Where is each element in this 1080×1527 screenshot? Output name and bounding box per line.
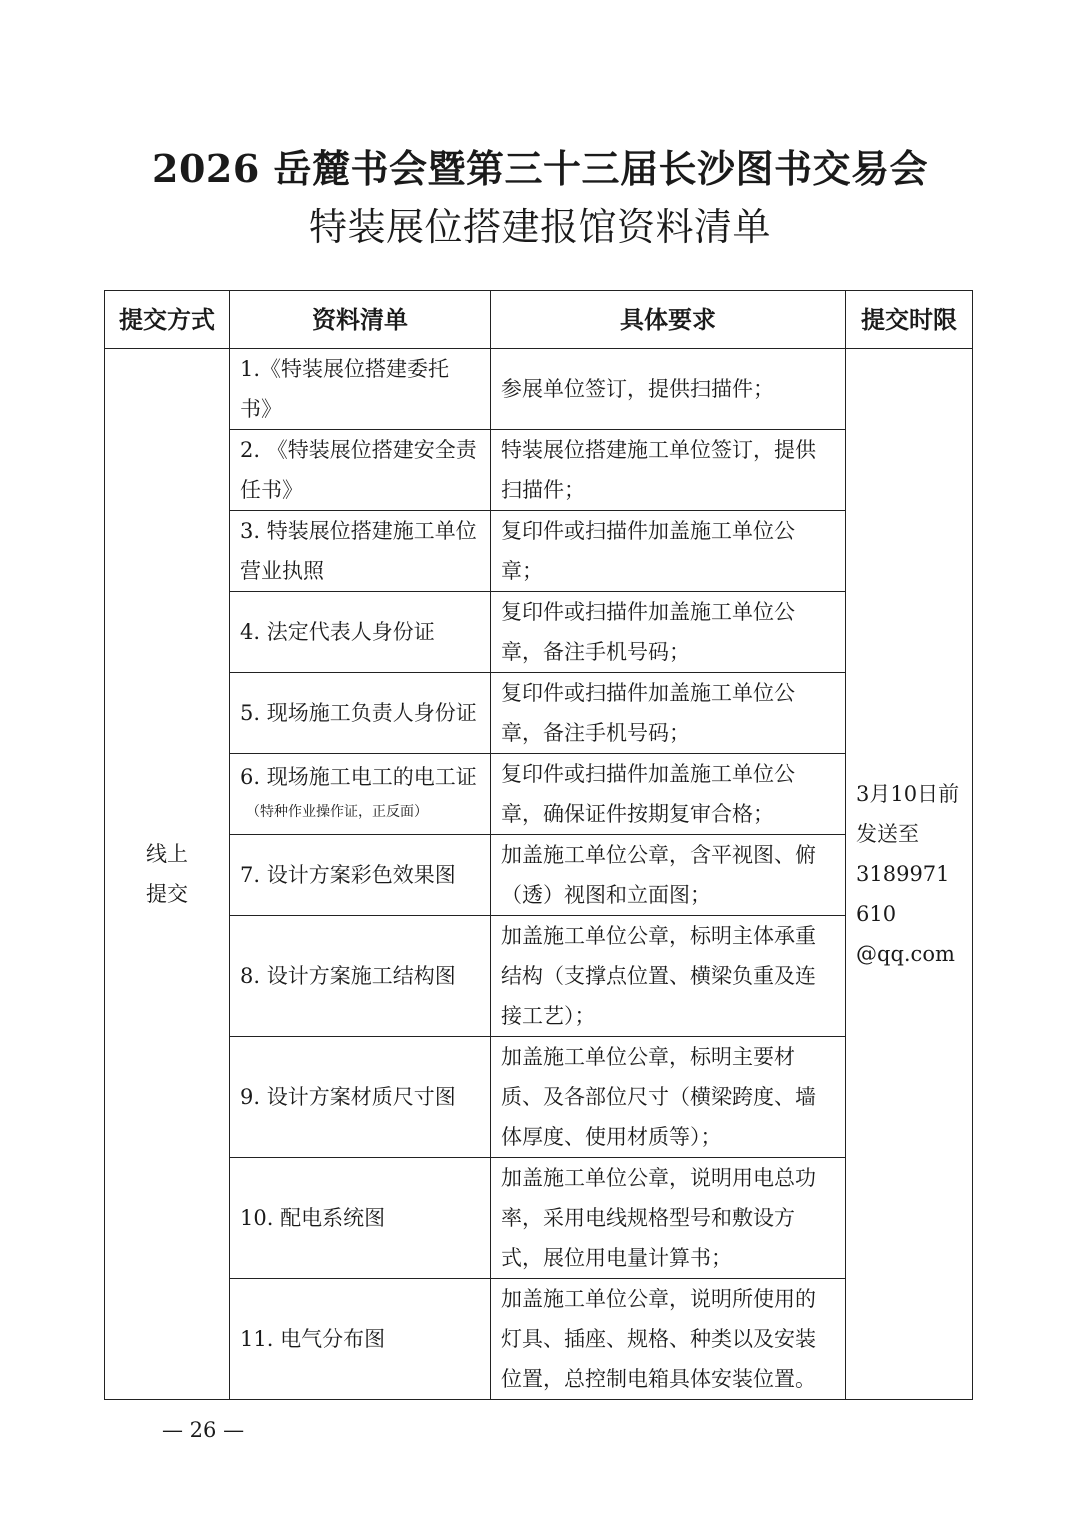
table-row <box>105 916 973 1037</box>
materials-table <box>104 290 973 1400</box>
material-requirement: 参展单位签订，提供扫描件； <box>491 349 846 430</box>
table-row <box>105 511 973 592</box>
header-deadline: 提交时限 <box>846 291 973 349</box>
deadline-line2: 发送至 <box>856 822 919 846</box>
document-subtitle: 特装展位搭建报馆资料清单 <box>308 205 771 249</box>
deadline-line3: 3189971610 <box>856 862 950 926</box>
material-item: 11. 电气分布图 <box>230 1279 491 1400</box>
table-header-row <box>105 291 973 349</box>
material-item-cell <box>230 754 491 835</box>
table-row <box>105 1158 973 1279</box>
deadline-line1: 3月10日前 <box>856 782 960 806</box>
page-number: — 26 — <box>162 1418 245 1442</box>
material-item: 4. 法定代表人身份证 <box>230 592 491 673</box>
deadline-cell <box>846 349 973 1400</box>
material-requirement: 加盖施工单位公章，标明主要材质、及各部位尺寸（横梁跨度、墙体厚度、使用材质等）； <box>491 1037 846 1158</box>
table-row <box>105 1037 973 1158</box>
table-row <box>105 349 973 430</box>
header-materials: 资料清单 <box>230 291 491 349</box>
material-requirement: 复印件或扫描件加盖施工单位公章； <box>491 511 846 592</box>
material-item: 1.《特装展位搭建委托书》 <box>230 349 491 430</box>
material-item: 3. 特装展位搭建施工单位营业执照 <box>230 511 491 592</box>
header-requirements: 具体要求 <box>491 291 846 349</box>
material-requirement: 复印件或扫描件加盖施工单位公章，备注手机号码； <box>491 592 846 673</box>
table-row <box>105 835 973 916</box>
table-row <box>105 592 973 673</box>
header-method: 提交方式 <box>105 291 230 349</box>
material-requirement: 复印件或扫描件加盖施工单位公章，备注手机号码； <box>491 673 846 754</box>
material-item: 8. 设计方案施工结构图 <box>230 916 491 1037</box>
material-requirement: 加盖施工单位公章，说明用电总功率，采用电线规格型号和敷设方式，展位用电量计算书； <box>491 1158 846 1279</box>
material-requirement: 加盖施工单位公章，标明主体承重结构（支撑点位置、横梁负重及连接工艺）； <box>491 916 846 1037</box>
material-item: 6. 现场施工电工的电工证 <box>240 765 477 789</box>
material-requirement: 加盖施工单位公章，说明所使用的灯具、插座、规格、种类以及安装位置，总控制电箱具体安装位置。 <box>491 1279 846 1400</box>
submission-method-line2: 提交 <box>146 882 188 906</box>
table-row <box>105 1279 973 1400</box>
material-requirement: 加盖施工单位公章，含平视图、俯（透）视图和立面图； <box>491 835 846 916</box>
material-item: 5. 现场施工负责人身份证 <box>230 673 491 754</box>
material-item: 2. 《特装展位搭建安全责任书》 <box>230 430 491 511</box>
material-item-note: （特种作业操作证，正反面） <box>246 804 428 820</box>
table-row <box>105 673 973 754</box>
submission-method-line1: 线上 <box>146 842 188 866</box>
submission-method-cell <box>105 349 230 1400</box>
material-item: 7. 设计方案彩色效果图 <box>230 835 491 916</box>
material-item: 9. 设计方案材质尺寸图 <box>230 1037 491 1158</box>
material-requirement: 特装展位搭建施工单位签订，提供扫描件； <box>491 430 846 511</box>
table-row <box>105 754 973 835</box>
document-title: 2026 岳麓书会暨第三十三届长沙图书交易会 <box>152 146 928 191</box>
table-row <box>105 430 973 511</box>
material-item: 10. 配电系统图 <box>230 1158 491 1279</box>
deadline-line4: @qq.com <box>856 942 955 966</box>
material-requirement: 复印件或扫描件加盖施工单位公章，确保证件按期复审合格； <box>491 754 846 835</box>
